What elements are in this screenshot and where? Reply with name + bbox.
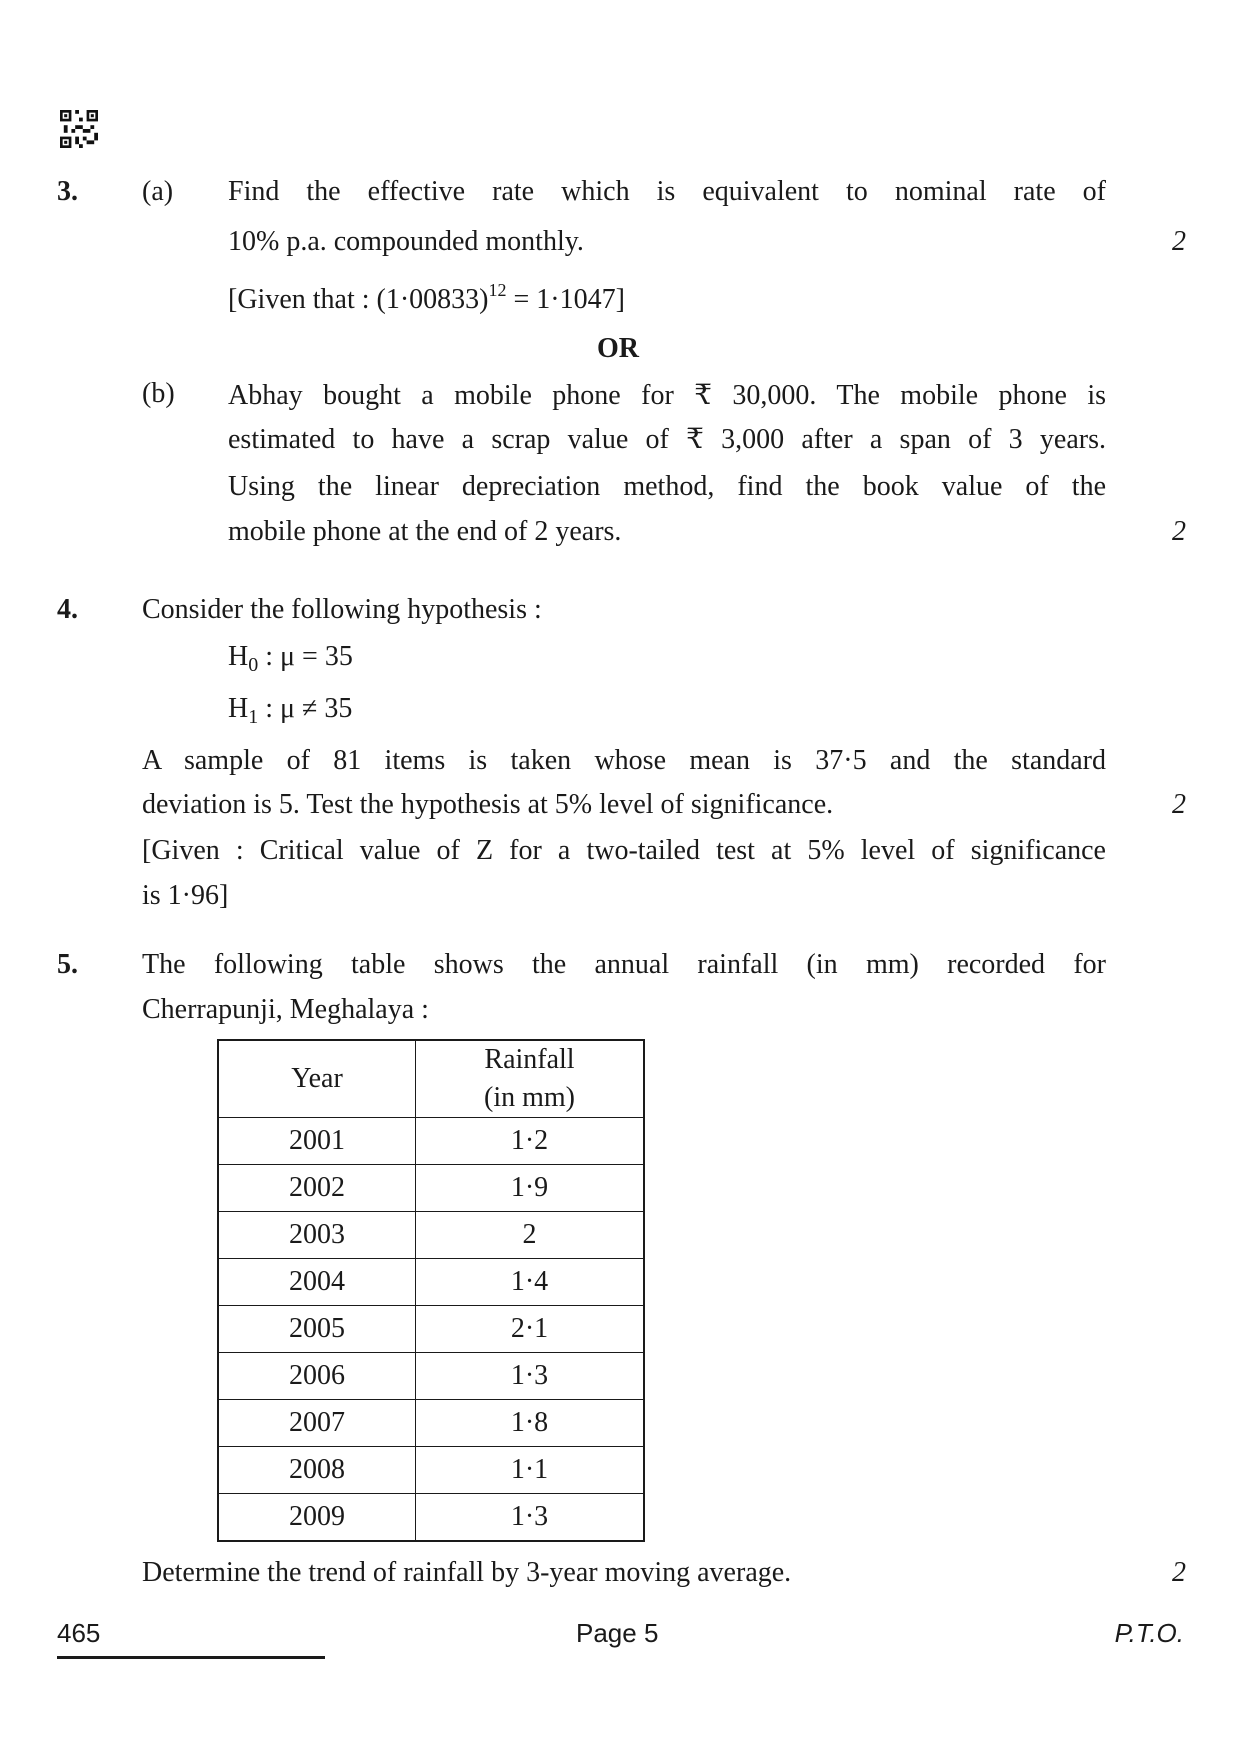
q5-marks: 2 — [1172, 1557, 1186, 1588]
q3b-text-line4: mobile phone at the end of 2 years. — [228, 516, 622, 547]
rainfall-header-line1: Rainfall — [484, 1044, 575, 1075]
rainfall-header-line2: (in mm) — [484, 1082, 575, 1113]
rainfall-cell: 2·1 — [416, 1306, 645, 1353]
table-row — [218, 1118, 644, 1165]
q3-part-b-label: (b) — [142, 378, 175, 409]
q3b-text-line2: estimated to have a scrap value of ₹ 3,000 after a span of 3 years. — [228, 424, 1106, 455]
q4-h0-subscript: 0 — [248, 654, 259, 676]
q4-h1-letter: H — [228, 693, 249, 724]
q3a-given-prefix: [Given that : (1·00833) — [228, 284, 489, 315]
please-turn-over: P.T.O. — [1114, 1618, 1184, 1648]
rainfall-cell: 1·9 — [416, 1165, 645, 1212]
q4-h0-letter: H — [228, 641, 249, 672]
question-number-5: 5. — [57, 949, 78, 980]
year-cell: 2008 — [218, 1447, 416, 1494]
q3b-marks: 2 — [1172, 516, 1186, 547]
q4-text-line1: A sample of 81 items is taken whose mean is 37·5 and the standard — [142, 745, 1106, 776]
question-number-3: 3. — [57, 176, 78, 207]
q4-text-line2: deviation is 5. Test the hypothesis at 5% level of significance. — [142, 789, 834, 820]
footer-rule — [57, 1656, 325, 1659]
year-cell: 2005 — [218, 1306, 416, 1353]
page-number: Page 5 — [576, 1618, 659, 1648]
table-row — [218, 1212, 644, 1259]
question-number-4: 4. — [57, 594, 78, 625]
year-cell: 2001 — [218, 1118, 416, 1165]
paper-code: 465 — [57, 1618, 101, 1648]
year-cell: 2009 — [218, 1494, 416, 1542]
q3a-text-line2: 10% p.a. compounded monthly. — [228, 226, 584, 257]
q3a-text-line1: Find the effective rate which is equivalent to nominal rate of — [228, 176, 1106, 207]
table-row — [218, 1447, 644, 1494]
q4-alt-hypothesis — [228, 693, 352, 729]
q5-text-line2: Cherrapunji, Meghalaya : — [142, 994, 429, 1025]
table-row — [218, 1353, 644, 1400]
column-header-rainfall — [416, 1040, 645, 1118]
table-row — [218, 1400, 644, 1447]
rainfall-cell: 1·8 — [416, 1400, 645, 1447]
q4-text-line4: is 1·96] — [142, 880, 229, 911]
q4-h1-rest: : μ ≠ 35 — [258, 693, 353, 724]
q3b-text-line3: Using the linear depreciation method, find the book value of the — [228, 471, 1106, 502]
q5-text-line1: The following table shows the annual rainfall (in mm) recorded for — [142, 949, 1106, 980]
rainfall-cell: 1·3 — [416, 1494, 645, 1542]
q5-closing-instruction: Determine the trend of rainfall by 3-year moving average. — [142, 1557, 792, 1588]
year-cell: 2004 — [218, 1259, 416, 1306]
table-row — [218, 1165, 644, 1212]
q3a-given-exponent: 12 — [488, 280, 507, 300]
rainfall-cell: 1·1 — [416, 1447, 645, 1494]
rainfall-cell: 1·4 — [416, 1259, 645, 1306]
rainfall-cell: 1·3 — [416, 1353, 645, 1400]
or-separator: OR — [597, 333, 639, 364]
q3b-text-line1: Abhay bought a mobile phone for ₹ 30,000. The mobile phone is — [228, 380, 1106, 411]
year-cell: 2003 — [218, 1212, 416, 1259]
rainfall-table — [217, 1039, 645, 1542]
q4-marks: 2 — [1172, 789, 1186, 820]
year-cell: 2007 — [218, 1400, 416, 1447]
q3a-given — [228, 280, 625, 316]
q3-part-a-label: (a) — [142, 176, 174, 207]
q4-intro: Consider the following hypothesis : — [142, 594, 542, 625]
year-cell: 2006 — [218, 1353, 416, 1400]
q4-h0-rest: : μ = 35 — [258, 641, 353, 672]
rainfall-cell: 1·2 — [416, 1118, 645, 1165]
q4-text-line3: [Given : Critical value of Z for a two-tailed test at 5% level of significance — [142, 835, 1106, 866]
table-row — [218, 1306, 644, 1353]
table-row — [218, 1494, 644, 1542]
rainfall-cell: 2 — [416, 1212, 645, 1259]
qr-code-icon — [60, 110, 98, 148]
table-row — [218, 1259, 644, 1306]
q3a-marks: 2 — [1172, 226, 1186, 257]
q4-null-hypothesis — [228, 641, 353, 677]
table-header-row — [218, 1040, 644, 1118]
column-header-year: Year — [218, 1040, 416, 1118]
year-cell: 2002 — [218, 1165, 416, 1212]
q3a-given-suffix: = 1·1047] — [506, 284, 625, 315]
q4-h1-subscript: 1 — [248, 706, 259, 728]
